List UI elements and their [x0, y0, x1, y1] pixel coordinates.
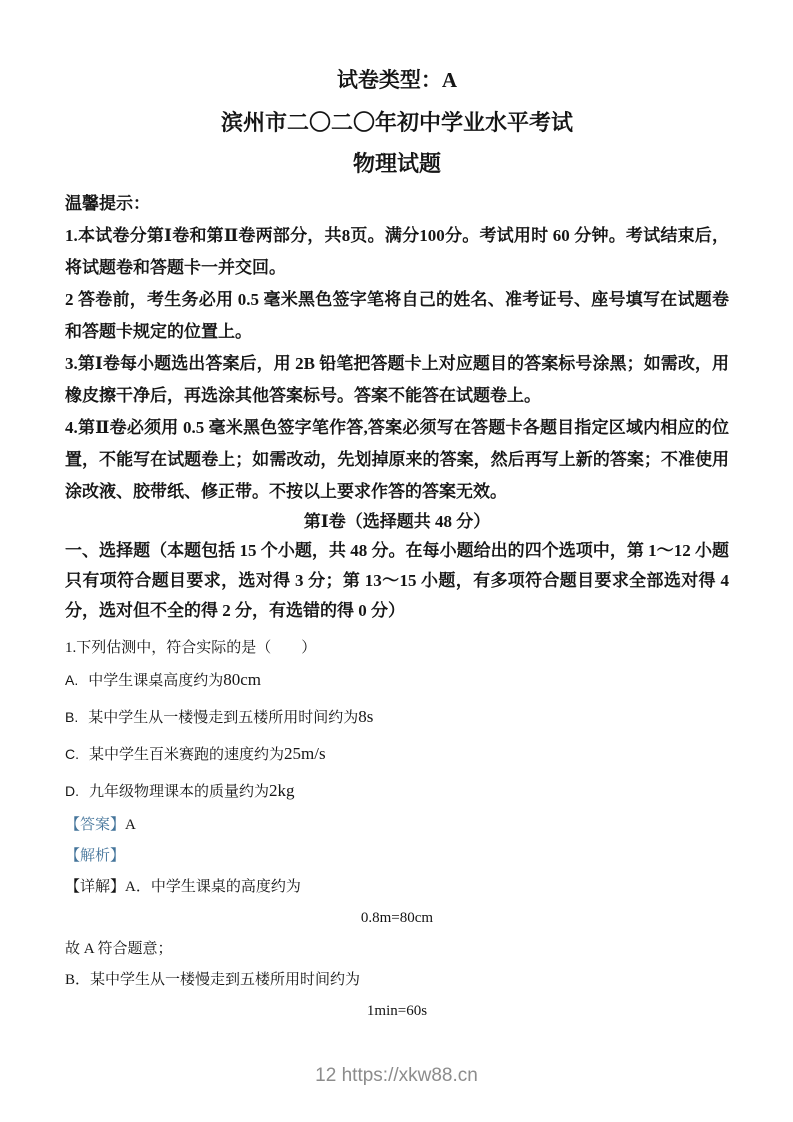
analysis-line — [65, 841, 729, 872]
paper-type-label: 试卷类型：A — [336, 68, 458, 92]
multiple-choice-instructions: 一、选择题（本题包括 15 个小题，共 48 分。在每小题给出的四个选项中，第 1～12 小题只有项符合题目要求，选对得 3 分；第 13～15 小题，有多项符合题目要求全部选对得 4 分，选对但不全的得 2 分，有选错的得 0 分） — [65, 541, 729, 620]
option-b-label: B. — [65, 709, 79, 725]
page-number: 12 — [315, 1065, 337, 1086]
option-d-label: D. — [65, 783, 79, 799]
question-1-stem: 1.下列估测中，符合实际的是（ ） — [65, 640, 317, 656]
question-1 — [65, 634, 729, 810]
notice-item-3: 3.第Ⅰ卷每小题选出答案后，用 2B 铅笔把答题卡上对应题目的答案标号涂黑；如需改，用橡皮擦干净后，再选涂其他答案标号。答案不能答在试题卷上。 — [65, 354, 729, 405]
option-c-value: 25m/s — [284, 744, 326, 763]
explanation-text-3: B．某中学生从一楼慢走到五楼所用时间约为 — [65, 972, 361, 988]
notice-item-2: 2 答卷前，考生务必用 0.5 毫米黑色签字笔将自己的姓名、准考证号、座号填写在试题卷和答题卡规定的位置上。 — [65, 290, 729, 341]
notice-heading: 温馨提示： — [65, 194, 150, 213]
option-c-text: 某中学生百米赛跑的速度约为 — [89, 747, 285, 763]
option-b-value: 8s — [358, 707, 374, 726]
question-1-option-a — [65, 662, 729, 699]
question-1-option-c — [65, 736, 729, 773]
option-b-text: 某中学生从一楼慢走到五楼所用时间约为 — [88, 710, 359, 726]
section-1-heading: 第Ⅰ卷（选择题共 48 分） — [303, 512, 491, 531]
question-1-option-d — [65, 773, 729, 810]
explanation-formula-1: 0.8m=80cm — [360, 910, 434, 926]
option-a-label: A. — [65, 672, 79, 688]
explanation-formula-2: 1min=60s — [366, 1003, 428, 1019]
analysis-label: 【解析】 — [65, 848, 126, 864]
explanation-text-1: A．中学生课桌的高度约为 — [125, 879, 301, 895]
option-a-value: 80cm — [223, 670, 262, 689]
notice-item-1: 1.本试卷分第Ⅰ卷和第Ⅱ卷两部分，共8页。满分100分。考试用时 60 分钟。考试结束后，将试题卷和答题卡一并交回。 — [65, 226, 729, 277]
explanation-text-2: 故 A 符合题意； — [65, 941, 173, 957]
detail-line-1 — [65, 872, 729, 903]
subject-title: 物理试题 — [352, 151, 441, 176]
watermark-url: https://xkw88.cn — [341, 1065, 478, 1086]
option-d-text: 九年级物理课本的质量约为 — [89, 784, 270, 800]
question-1-answer-block — [65, 810, 729, 1027]
option-c-label: C. — [65, 746, 79, 762]
question-1-option-b — [65, 699, 729, 736]
page-footer — [0, 1064, 793, 1088]
notice-section — [65, 188, 729, 508]
exam-title: 滨州市二〇二〇年初中学业水平考试 — [220, 110, 573, 135]
detail-label: 【详解】 — [65, 879, 126, 895]
option-d-value: 2kg — [269, 781, 295, 800]
notice-item-4: 4.第Ⅱ卷必须用 0.5 毫米黑色签字笔作答,答案必须写在答题卡各题目指定区域内相应的位置，不能写在试题卷上；如需改动，先划掉原来的答案，然后再写上新的答案；不准使用涂改液、胶带纸、修正带。不按以上要求作答的答案无效。 — [65, 418, 729, 501]
answer-value: A — [125, 817, 136, 833]
answer-label: 【答案】 — [65, 817, 126, 833]
answer-line — [65, 810, 729, 841]
option-a-text: 中学生课桌高度约为 — [88, 673, 224, 689]
